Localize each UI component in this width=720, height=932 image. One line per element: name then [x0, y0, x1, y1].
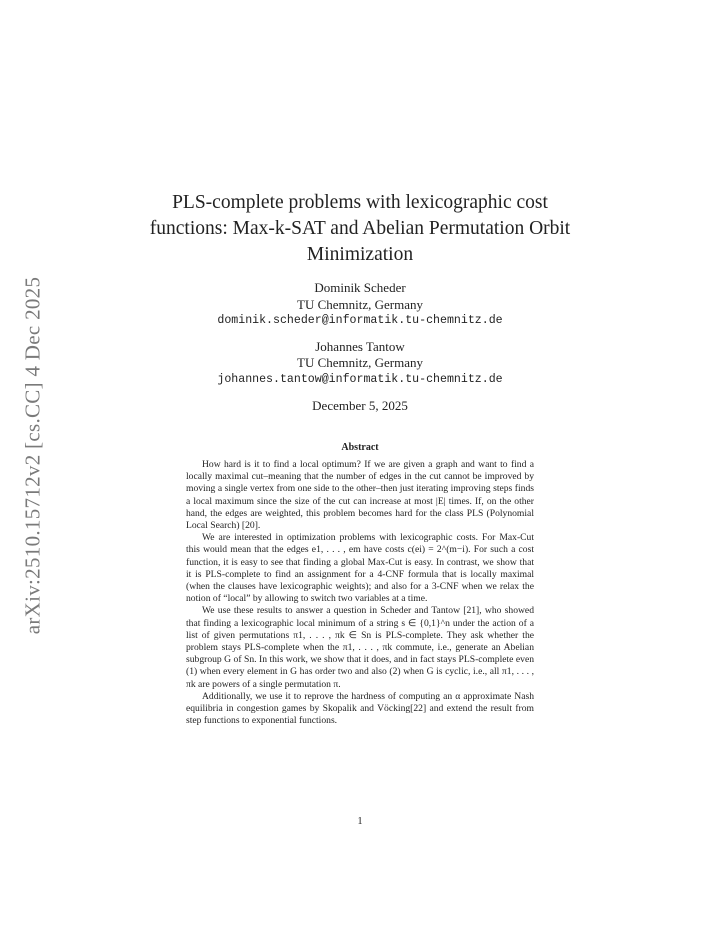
abstract-heading: Abstract: [341, 442, 379, 453]
page-number: 1: [357, 816, 363, 827]
author-affiliation: TU Chemnitz, Germany: [297, 355, 423, 370]
author-email: johannes.tantow@informatik.tu-chemnitz.de: [217, 372, 503, 386]
arxiv-sidebar: [18, 265, 48, 645]
paper-title: PLS-complete problems with lexicographic cost functions: Max-k-SAT and Abelian Permutation Orbit Minimization: [149, 192, 571, 265]
author-block: [160, 280, 560, 330]
abstract-paragraph: How hard is it to find a local optimum? If we are given a graph and want to find a locally maximal cut–meaning that the number of edges in the cut cannot be improved by moving a single vertex from one side to the other–then just iterating improving steps finds a local maximum since the size of the cut can increase at most |E| times. If, on the other hand, the edges are weighted, this problem becomes hard for the class PLS (Polynomial Local Search) [20].: [186, 459, 534, 532]
author-name: Dominik Scheder: [314, 280, 406, 295]
author-name: Johannes Tantow: [315, 338, 405, 354]
author-affiliation: TU Chemnitz, Germany: [297, 296, 423, 312]
author-block: [160, 339, 560, 389]
abstract-paragraph: We are interested in optimization problems with lexicographic costs. For Max-Cut this would mean that the edges e1, . . . , em have costs c(ei) = 2^(m−i). For such a cost function, it is easy to see that finding a global Max-Cut is easy. In contrast, we show that it is PLS-complete to find an assignment for a 4-CNF formula that is locally maximal (when the clauses have lexicographic weights); and also for a 3-CNF when we relax the notion of “local” by allowing to switch two variables at a time.: [186, 532, 534, 605]
arxiv-identifier: arXiv:2510.15712v2 [cs.CC] 4 Dec 2025: [20, 276, 45, 634]
abstract-paragraph: Additionally, we use it to reprove the hardness of computing an α approximate Nash equilibria in congestion games by Skopalik and Vöcking[22] and extend the result from step functions to exponential functions.: [186, 690, 534, 727]
abstract-paragraph: We use these results to answer a question in Scheder and Tantow [21], who showed that finding a lexicographic local minimum of a string s ∈ {0,1}^n under the action of a list of given permutations π1, . . . , πk ∈ Sn is PLS-complete. They ask whether the problem stays PLS-complete when the π1, . . . , πk commute, i.e., generate an Abelian subgroup G of Sn. In this work, we show that it does, and in fact stays PLS-complete even (1) when every element in G has order two and also (2) when G is cyclic, i.e., all π1, . . . , πk are powers of a single permutation π.: [186, 605, 534, 690]
author-list: [160, 280, 560, 397]
abstract-section: [186, 442, 534, 727]
paper-date: December 5, 2025: [312, 398, 408, 413]
author-email: dominik.scheder@informatik.tu-chemnitz.de: [217, 314, 503, 327]
